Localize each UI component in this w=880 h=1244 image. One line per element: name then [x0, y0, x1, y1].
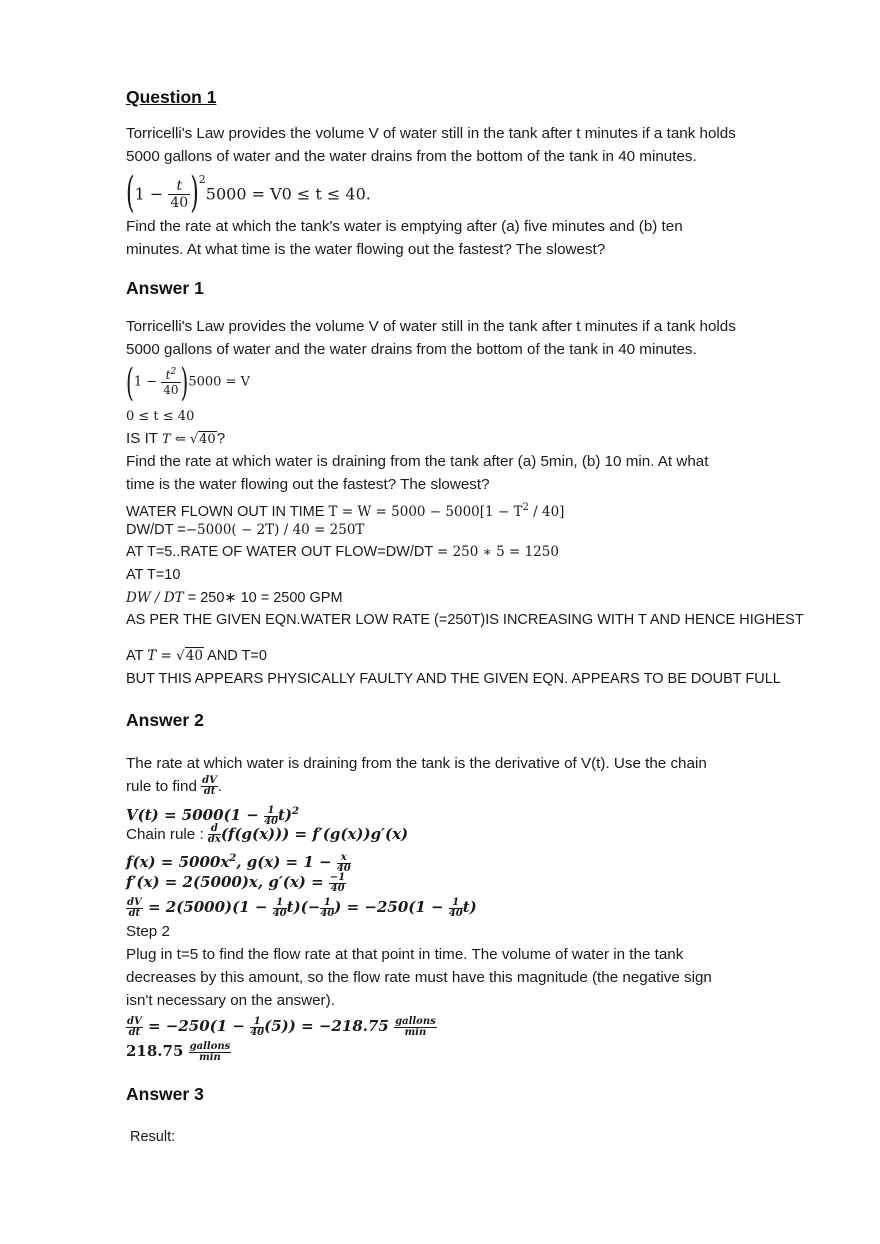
question1-line4: minutes. At what time is the water flowing out the fastest? The slowest? [126, 241, 606, 258]
answer1-line2: 5000 gallons of water and the water drains from the bottom of the tank in 40 minutes. [126, 341, 697, 358]
answer2-dvdt: $\frac{dV}{dt}$ = 2(5000)(1 − $\frac{1}{40}$ t)(− $\frac{1}{40}$ ) = −250(1 − $\frac{1}{40}$ t) [127, 896, 477, 919]
answer1-is-it: IS IT T ⇐ √40? [126, 430, 226, 447]
a1-frac-num: $t^2$ [161, 368, 180, 383]
answer1-heading: Answer 1 [126, 278, 204, 298]
answer1-per-eqn: AS PER THE GIVEN EQN.WATER LOW RATE (=250T)IS INCREASING WITH T AND HENCE HIGHEST [126, 612, 804, 628]
formula-fraction [168, 179, 190, 210]
answer2-plug3: isn't necessary on the answer). [126, 992, 335, 1009]
answer2-chain: Chain rule : $\frac{d}{dx}$ (f(g(x))) = f′(g(x))g′(x) [126, 823, 409, 846]
question1-line3: Find the rate at which the tank's water is emptying after (a) five minutes and (b) ten [126, 218, 683, 235]
answer1-line1: Torricelli's Law provides the volume V of water still in the tank after t minutes if a tank holds [126, 318, 736, 335]
a1-close-paren: ) [180, 359, 189, 405]
answer2-fpx: f′(x) = 2(5000)x, g′(x) = $\frac{-1}{40}$ [126, 871, 346, 894]
answer1-at10: AT T=10 [126, 567, 181, 583]
formula-rest: 5000 = V0 ≤ t ≤ 40. [205, 184, 371, 204]
answer1-at5: AT T=5..RATE OF WATER OUT FLOW=DW/DT = 250 ∗ 5 = 1250 [126, 544, 559, 560]
answer1-formula [126, 360, 250, 405]
answer1-find1: Find the rate at which water is draining from the tank after (a) 5min, (b) 10 min. At what [126, 453, 709, 470]
answer2-final: 218.75 $\frac{\text{gallons}}{\min}$ [126, 1040, 231, 1063]
fraction-denominator: 40 [170, 195, 189, 212]
answer2-line2: rule to find $\frac{dV}{dt}$ . [126, 775, 223, 798]
a1-frac-den: 40 [163, 383, 179, 397]
answer2-plug2: decreases by this amount, so the flow rate must have this magnitude (the negative sign [126, 969, 712, 986]
a1-one-minus: 1 − [133, 374, 158, 390]
formula-exponent: 2 [198, 173, 206, 186]
question1-line1: Torricelli's Law provides the volume V of water still in the tank after t minutes if a tank holds [126, 125, 736, 142]
answer1-find2: time is the water flowing out the fastest? The slowest? [126, 476, 490, 493]
formula-open-paren: ( [126, 170, 135, 218]
question1-line2: 5000 gallons of water and the water drains from the bottom of the tank in 40 minutes. [126, 148, 697, 165]
a1-open-paren: ( [126, 359, 134, 405]
answer3-result-label: Result: [130, 1129, 176, 1145]
answer1-dwdt: DW/DT =−5000( − 2T) / 40 = 250T [126, 522, 365, 538]
answer2-line1: The rate at which water is draining from the tank is the derivative of V(t). Use the chain [126, 755, 707, 772]
formula-close-paren: ) [190, 170, 199, 218]
answer1-at-sqrt: AT T = √40 AND T=0 [126, 648, 267, 664]
a1-fraction [161, 368, 180, 396]
answer3-heading: Answer 3 [126, 1084, 204, 1104]
a1-formula-rest: 5000 = V [188, 374, 250, 390]
answer2-vt: V(t) = 5000(1 − $\frac{1}{40}$ t)$^2$ [126, 804, 299, 827]
fraction-numerator: t [168, 179, 190, 195]
answer1-flown: WATER FLOWN OUT IN TIME $T = W = 5000 - 5000[1 - T^2 / 40]$ [126, 502, 565, 520]
answer2-result: $\frac{dV}{dt}$ = −250(1 − $\frac{1}{40}$ (5)) = −218.75 $\frac{\text{gallons}}{\min}$ [127, 1015, 436, 1038]
answer2-heading: Answer 2 [126, 710, 204, 730]
answer1-range: 0 ≤ t ≤ 40 [126, 409, 195, 424]
formula-one-minus: 1 − [134, 184, 164, 204]
question1-formula [126, 168, 371, 217]
answer1-dw10: DW / DT = 250∗ 10 = 2500 GPM [126, 590, 343, 606]
answer2-fx: $f(x) = 5000x^2$, g(x) = 1 − $\frac{x}{40}$ [126, 851, 351, 874]
question1-heading: Question 1 [126, 87, 217, 107]
answer2-step2: Step 2 [126, 923, 170, 940]
answer2-plug1: Plug in t=5 to find the flow rate at that point in time. The volume of water in the tank [126, 946, 684, 963]
answer1-faulty: BUT THIS APPEARS PHYSICALLY FAULTY AND THE GIVEN EQN. APPEARS TO BE DOUBT FULL [126, 671, 781, 687]
